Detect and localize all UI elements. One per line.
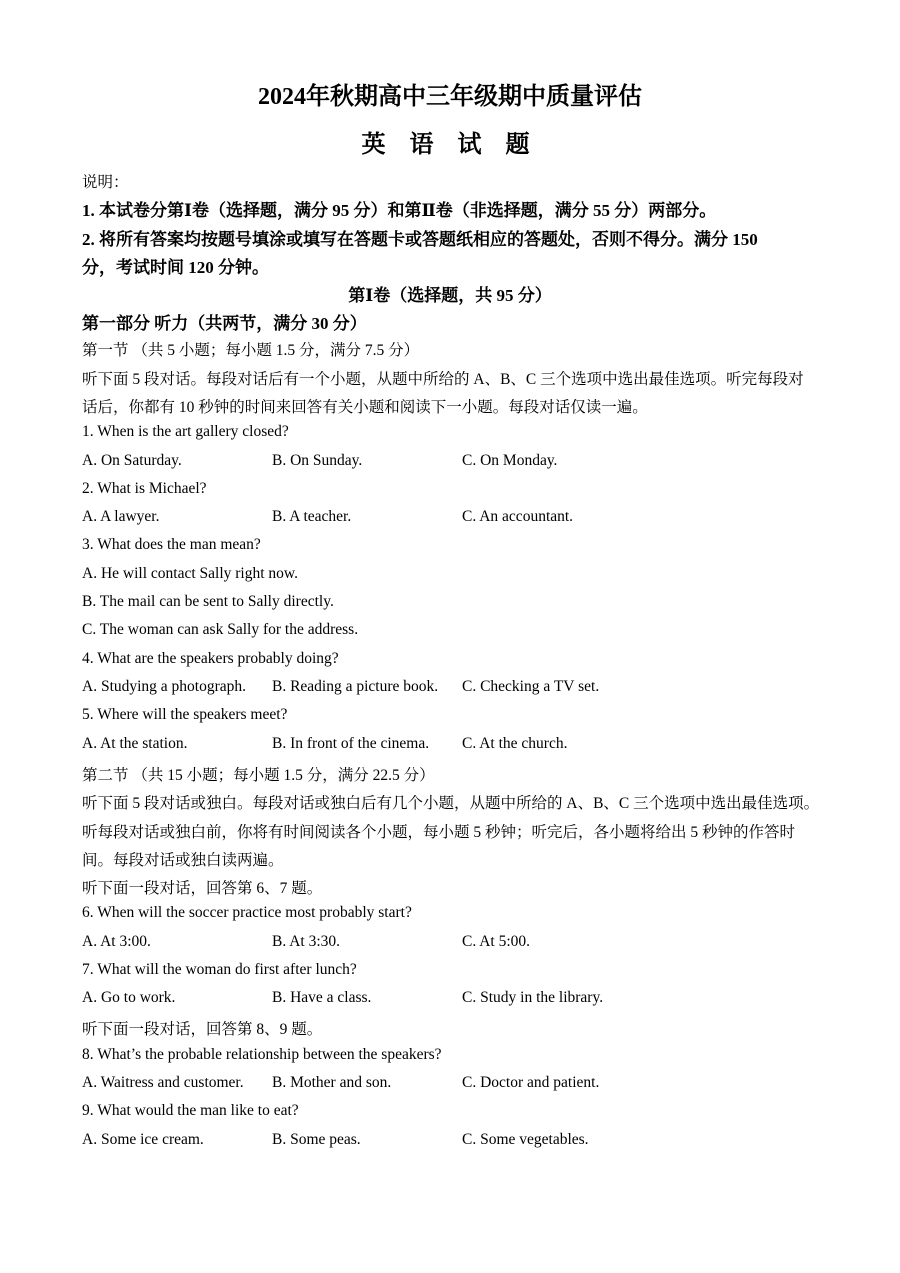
option-b: B. Mother and son. <box>272 1074 392 1091</box>
section1-heading: 第一节 （共 5 小题；每小题 1.5 分，满分 7.5 分） <box>82 342 420 359</box>
option-a: A. A lawyer. <box>82 508 160 525</box>
group1-intro: 听下面一段对话，回答第 6、7 题。 <box>82 880 323 897</box>
instructions-label: 说明： <box>82 174 129 191</box>
section2-direction-line3: 间。每段对话或独白读两遍。 <box>82 852 284 869</box>
section2-heading: 第二节 （共 15 小题；每小题 1.5 分，满分 22.5 分） <box>82 767 435 784</box>
section1-direction-line1: 听下面 5 段对话。每段对话后有一个小题，从题中所给的 A、B、C 三个选项中选出最佳选项。听完每段对 <box>82 371 804 388</box>
option-b: B. On Sunday. <box>272 452 363 469</box>
option-c: C. The woman can ask Sally for the address. <box>82 621 359 638</box>
option-c: C. At 5:00. <box>462 933 531 950</box>
question-stem: 8. What’s the probable relationship between the speakers? <box>82 1046 442 1063</box>
option-a: A. At the station. <box>82 735 188 752</box>
option-a: A. On Saturday. <box>82 452 182 469</box>
part1-heading: 第一部分 听力（共两节，满分 30 分） <box>82 314 367 333</box>
option-a: A. Studying a photograph. <box>82 678 247 695</box>
option-c: C. Doctor and patient. <box>462 1074 600 1091</box>
question-stem: 1. When is the art gallery closed? <box>82 423 289 440</box>
instruction-1: 1. 本试卷分第Ⅰ卷（选择题，满分 95 分）和第Ⅱ卷（非选择题，满分 55 分）两部分。 <box>82 201 717 220</box>
option-c: C. Checking a TV set. <box>462 678 600 695</box>
option-c: C. On Monday. <box>462 452 558 469</box>
option-c: C. Some vegetables. <box>462 1131 589 1148</box>
option-a: A. He will contact Sally right now. <box>82 565 298 582</box>
option-b: B. The mail can be sent to Sally directly. <box>82 593 334 610</box>
section2-direction-line1: 听下面 5 段对话或独白。每段对话或独白后有几个小题，从题中所给的 A、B、C 三个选项中选出最佳选项。 <box>82 795 820 812</box>
instruction-2-line1: 2. 将所有答案均按题号填涂或填写在答题卡或答题纸相应的答题处，否则不得分。满分 150 <box>82 230 758 249</box>
question-stem: 9. What would the man like to eat? <box>82 1102 299 1119</box>
question-stem: 2. What is Michael? <box>82 480 207 497</box>
question-stem: 5. Where will the speakers meet? <box>82 706 288 723</box>
exam-subject: 英 语 试 题 <box>361 132 539 158</box>
question-stem: 4. What are the speakers probably doing? <box>82 650 339 667</box>
option-a: A. At 3:00. <box>82 933 151 950</box>
option-b: B. Have a class. <box>272 989 372 1006</box>
option-a: A. Go to work. <box>82 989 176 1006</box>
exam-title: 2024年秋期高中三年级期中质量评估 <box>258 84 642 110</box>
option-c: C. Study in the library. <box>462 989 604 1006</box>
question-stem: 7. What will the woman do first after lunch? <box>82 961 357 978</box>
option-b: B. Reading a picture book. <box>272 678 439 695</box>
question-stem: 3. What does the man mean? <box>82 536 261 553</box>
instruction-2-line2: 分，考试时间 120 分钟。 <box>82 258 269 277</box>
option-b: B. Some peas. <box>272 1131 361 1148</box>
section1-direction-line2: 话后，你都有 10 秒钟的时间来回答有关小题和阅读下一小题。每段对话仅读一遍。 <box>82 399 648 416</box>
question-stem: 6. When will the soccer practice most probably start? <box>82 904 412 921</box>
volume-heading: 第Ⅰ卷（选择题，共 95 分） <box>348 286 552 305</box>
section2-direction-line2: 听每段对话或独白前，你将有时间阅读各个小题，每小题 5 秒钟；听完后，各小题将给出 5 秒钟的作答时 <box>82 824 796 841</box>
option-c: C. An accountant. <box>462 508 574 525</box>
option-b: B. At 3:30. <box>272 933 341 950</box>
option-a: A. Some ice cream. <box>82 1131 204 1148</box>
option-b: B. A teacher. <box>272 508 352 525</box>
group2-intro: 听下面一段对话，回答第 8、9 题。 <box>82 1021 323 1038</box>
option-b: B. In front of the cinema. <box>272 735 430 752</box>
option-c: C. At the church. <box>462 735 568 752</box>
option-a: A. Waitress and customer. <box>82 1074 244 1091</box>
